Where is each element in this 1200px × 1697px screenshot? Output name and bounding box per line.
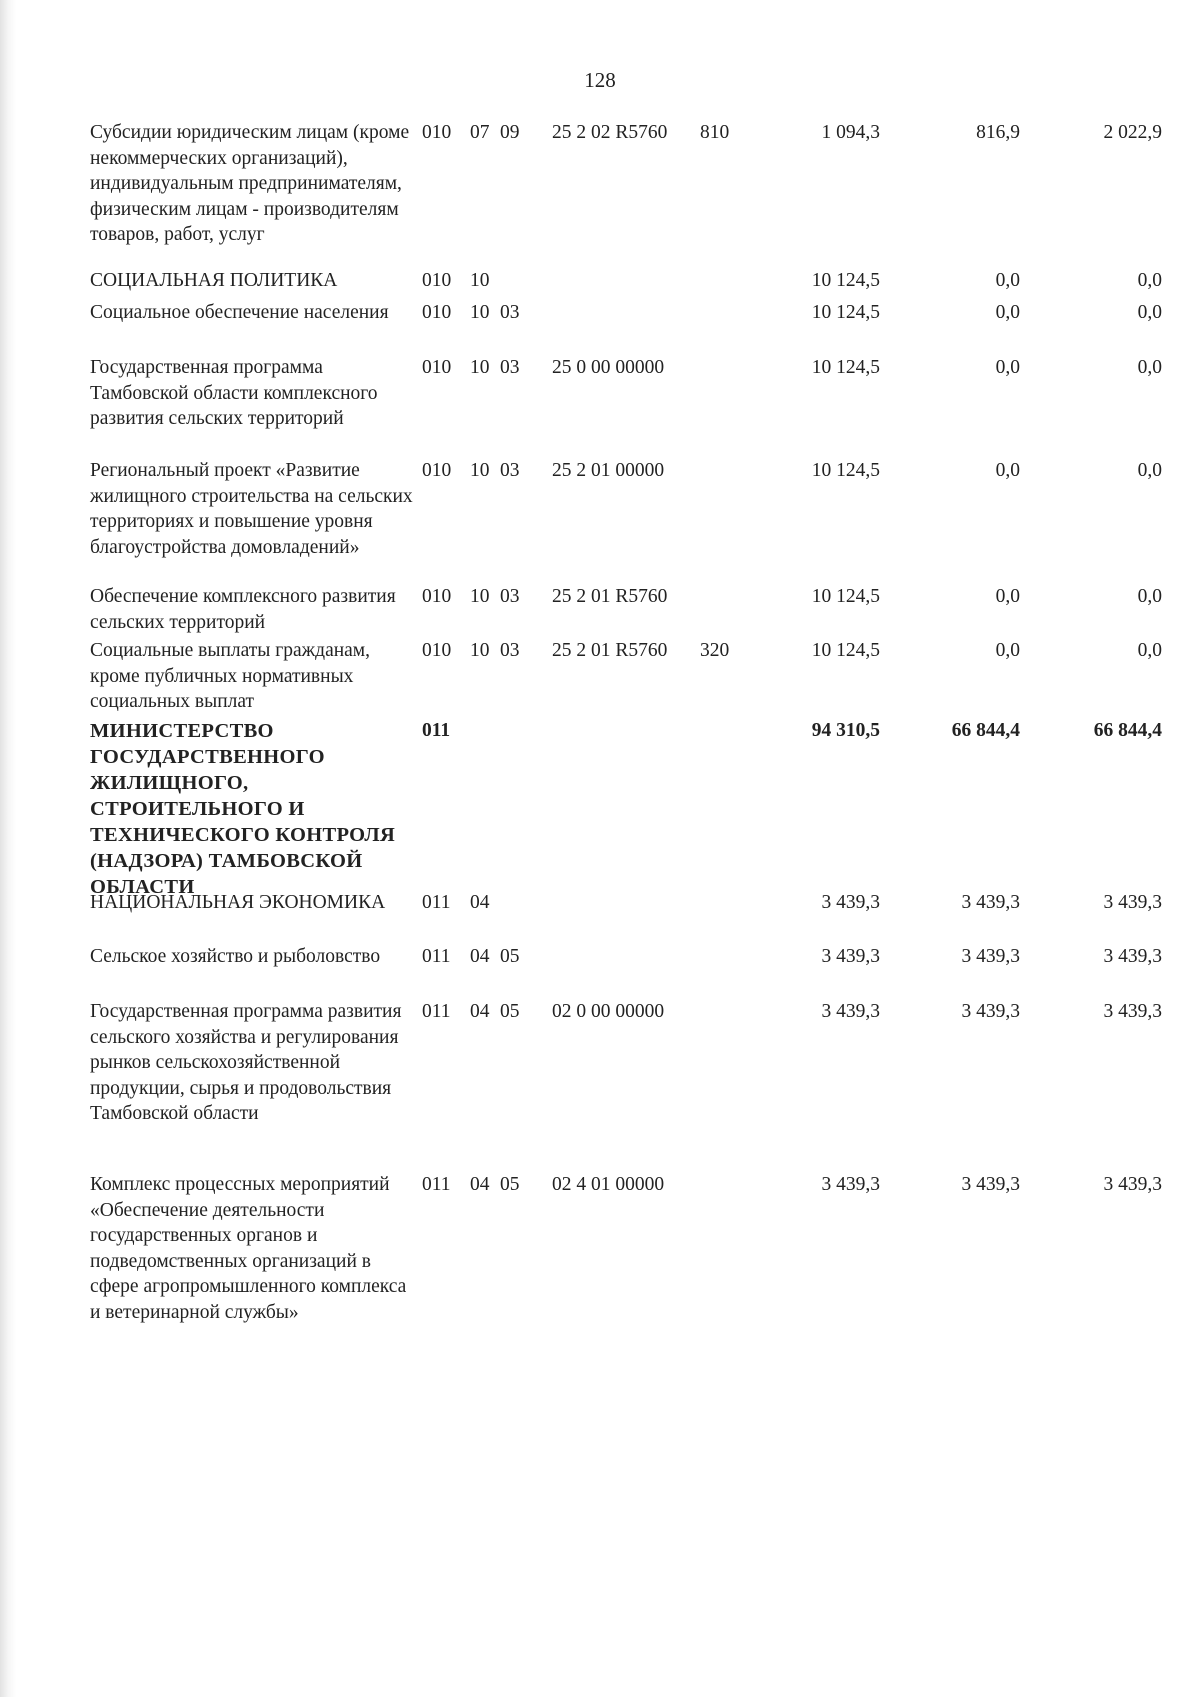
row-grbs-code: 010 bbox=[422, 460, 452, 481]
row-description: НАЦИОНАЛЬНАЯ ЭКОНОМИКА bbox=[90, 892, 386, 913]
row-amount-year-2: 3 439,3 bbox=[961, 946, 1020, 967]
row-amount-year-1: 3 439,3 bbox=[821, 946, 880, 967]
row-amount-year-1: 94 310,5 bbox=[811, 720, 880, 741]
row-amount-year-2: 3 439,3 bbox=[961, 1174, 1020, 1195]
row-amount-year-2: 66 844,4 bbox=[951, 720, 1020, 741]
row-target-article: 02 0 00 00000 bbox=[552, 1001, 665, 1022]
row-amount-year-3: 0,0 bbox=[1137, 640, 1162, 661]
row-section-code: 10 bbox=[470, 302, 490, 323]
row-target-article: 25 2 02 R5760 bbox=[552, 122, 668, 143]
row-target-article: 02 4 01 00000 bbox=[552, 1174, 665, 1195]
row-subsection-code: 03 bbox=[500, 586, 520, 607]
row-amount-year-1: 10 124,5 bbox=[811, 460, 880, 481]
row-target-article: 25 2 01 R5760 bbox=[552, 640, 668, 661]
row-subsection-code: 05 bbox=[500, 946, 520, 967]
row-section-code: 04 bbox=[470, 946, 490, 967]
row-amount-year-3: 0,0 bbox=[1137, 460, 1162, 481]
row-grbs-code: 010 bbox=[422, 302, 452, 323]
row-subsection-code: 03 bbox=[500, 302, 520, 323]
row-grbs-code: 010 bbox=[422, 270, 452, 291]
row-section-code: 04 bbox=[470, 1001, 490, 1022]
row-description: Социальные выплаты гражданам, кроме публичных нормативных социальных выплат bbox=[90, 640, 371, 712]
row-description: МИНИСТЕРСТВО ГОСУДАРСТВЕННОГО ЖИЛИЩНОГО, СТРОИТЕЛЬНОГО И ТЕХНИЧЕСКОГО КОНТРОЛЯ (НАДЗОРА) ТАМБОВСКОЙ ОБЛАСТИ bbox=[90, 720, 396, 898]
row-amount-year-3: 3 439,3 bbox=[1103, 892, 1162, 913]
row-amount-year-2: 3 439,3 bbox=[961, 892, 1020, 913]
row-amount-year-1: 10 124,5 bbox=[811, 270, 880, 291]
row-section-code: 10 bbox=[470, 460, 490, 481]
row-amount-year-2: 0,0 bbox=[995, 640, 1020, 661]
row-grbs-code: 011 bbox=[422, 946, 451, 967]
row-description: Государственная программа развития сельского хозяйства и регулирования рынков сельскохозяйственной продукции, сырья и продовольствия Тамбовской области bbox=[90, 1001, 402, 1124]
row-section-code: 04 bbox=[470, 1174, 490, 1195]
page-number: 128 bbox=[584, 68, 616, 92]
row-amount-year-1: 3 439,3 bbox=[821, 892, 880, 913]
row-subsection-code: 09 bbox=[500, 122, 520, 143]
row-amount-year-3: 0,0 bbox=[1137, 302, 1162, 323]
row-target-article: 25 2 01 00000 bbox=[552, 460, 665, 481]
row-description: Комплекс процессных мероприятий «Обеспечение деятельности государственных органов и подведомственных организаций в сфере агропромышленного комплекса и ветеринарной службы» bbox=[90, 1174, 407, 1323]
row-amount-year-3: 2 022,9 bbox=[1103, 122, 1162, 143]
row-amount-year-1: 10 124,5 bbox=[811, 586, 880, 607]
row-section-code: 10 bbox=[470, 357, 490, 378]
row-subsection-code: 05 bbox=[500, 1174, 520, 1195]
row-subsection-code: 03 bbox=[500, 460, 520, 481]
row-grbs-code: 011 bbox=[422, 1001, 451, 1022]
row-subsection-code: 05 bbox=[500, 1001, 520, 1022]
row-expense-type: 810 bbox=[700, 122, 730, 143]
row-description: Региональный проект «Развитие жилищного строительства на сельских территориях и повышение уровня благоустройства домовладений» bbox=[90, 460, 413, 558]
row-description: Социальное обеспечение населения bbox=[90, 302, 389, 323]
row-amount-year-2: 0,0 bbox=[995, 586, 1020, 607]
row-section-code: 04 bbox=[470, 892, 490, 913]
scan-edge-shadow bbox=[0, 0, 16, 1697]
row-amount-year-1: 1 094,3 bbox=[821, 122, 880, 143]
row-amount-year-2: 0,0 bbox=[995, 302, 1020, 323]
row-grbs-code: 011 bbox=[422, 720, 451, 741]
row-description: Субсидии юридическим лицам (кроме некоммерческих организаций), индивидуальным предпринимателям, физическим лицам - производителям товаров, работ, услуг bbox=[90, 122, 410, 245]
row-section-code: 10 bbox=[470, 640, 490, 661]
row-section-code: 07 bbox=[470, 122, 490, 143]
row-amount-year-3: 66 844,4 bbox=[1093, 720, 1162, 741]
row-target-article: 25 2 01 R5760 bbox=[552, 586, 668, 607]
row-amount-year-3: 3 439,3 bbox=[1103, 1174, 1162, 1195]
row-description: Обеспечение комплексного развития сельских территорий bbox=[90, 586, 396, 633]
row-description: Сельское хозяйство и рыболовство bbox=[90, 946, 381, 967]
row-grbs-code: 010 bbox=[422, 586, 452, 607]
row-section-code: 10 bbox=[470, 586, 490, 607]
row-amount-year-2: 0,0 bbox=[995, 357, 1020, 378]
row-grbs-code: 010 bbox=[422, 122, 452, 143]
row-subsection-code: 03 bbox=[500, 640, 520, 661]
row-amount-year-1: 10 124,5 bbox=[811, 357, 880, 378]
row-subsection-code: 03 bbox=[500, 357, 520, 378]
row-description: Государственная программа Тамбовской области комплексного развития сельских территорий bbox=[90, 357, 378, 429]
row-grbs-code: 010 bbox=[422, 640, 452, 661]
row-description: СОЦИАЛЬНАЯ ПОЛИТИКА bbox=[90, 270, 338, 291]
row-amount-year-1: 10 124,5 bbox=[811, 302, 880, 323]
row-amount-year-3: 3 439,3 bbox=[1103, 1001, 1162, 1022]
row-amount-year-2: 0,0 bbox=[995, 460, 1020, 481]
row-amount-year-3: 0,0 bbox=[1137, 586, 1162, 607]
row-amount-year-2: 816,9 bbox=[976, 122, 1020, 143]
row-section-code: 10 bbox=[470, 270, 490, 291]
row-amount-year-1: 10 124,5 bbox=[811, 640, 880, 661]
row-amount-year-2: 3 439,3 bbox=[961, 1001, 1020, 1022]
row-amount-year-2: 0,0 bbox=[995, 270, 1020, 291]
row-grbs-code: 010 bbox=[422, 357, 452, 378]
row-amount-year-3: 0,0 bbox=[1137, 270, 1162, 291]
row-grbs-code: 011 bbox=[422, 1174, 451, 1195]
row-amount-year-1: 3 439,3 bbox=[821, 1174, 880, 1195]
row-amount-year-1: 3 439,3 bbox=[821, 1001, 880, 1022]
row-grbs-code: 011 bbox=[422, 892, 451, 913]
row-target-article: 25 0 00 00000 bbox=[552, 357, 665, 378]
row-amount-year-3: 0,0 bbox=[1137, 357, 1162, 378]
row-amount-year-3: 3 439,3 bbox=[1103, 946, 1162, 967]
row-expense-type: 320 bbox=[700, 640, 730, 661]
